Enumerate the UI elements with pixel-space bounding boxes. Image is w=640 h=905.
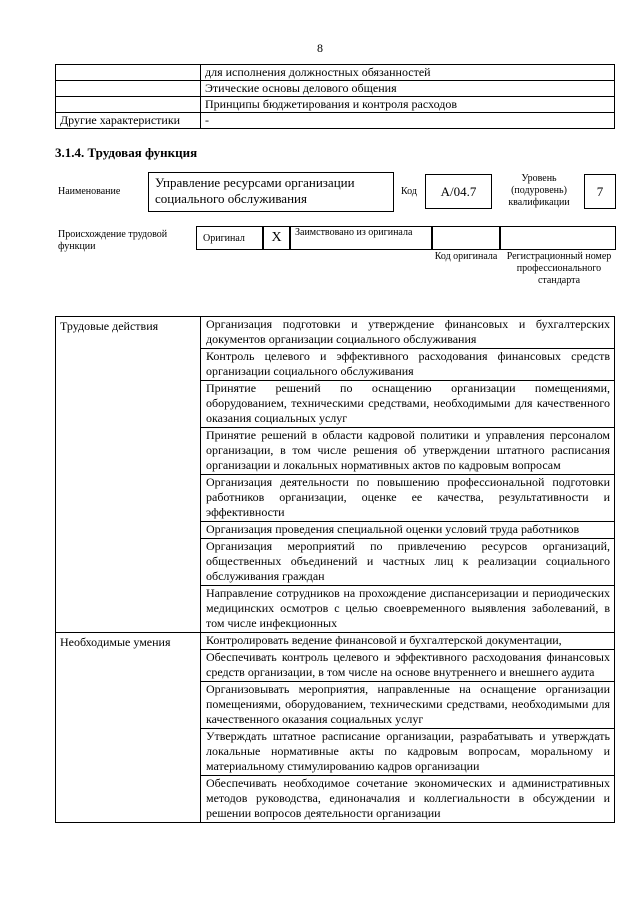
reg-number-cell [500, 226, 616, 250]
borrowed-cell [290, 226, 432, 250]
skill: Обеспечивать необходимое сочетание экономических и административных методов руководства, единоначалия и коллегиальности в обсуждении и решении вопросов деятельности организации [201, 776, 615, 823]
function-name-box: Управление ресурсами организации социального обслуживания [148, 172, 394, 212]
labor-action: Контроль целевого и эффективного расходования финансовых средств организации социального обслуживания [201, 349, 615, 381]
row-label [56, 65, 201, 81]
row-label [56, 97, 201, 113]
row-label [56, 81, 201, 97]
skill: Утверждать штатное расписание организации, разрабатывать и утверждать локальные нормативные акты по кадровым вопросам, моральному и материальному стимулированию кадров организации [201, 729, 615, 776]
labor-action: Принятие решений по оснащению организации помещениями, оборудованием, техническими средствами, необходимыми для качественного оказания социальных услуг [201, 381, 615, 428]
function-table [55, 316, 615, 823]
code-original-cell [432, 226, 500, 250]
function-code-box: A/04.7 [425, 174, 492, 209]
labor-action: Принятие решений в области кадровой политики и управления персоналом организации, в том числе решения об утверждении штатного расписания организации и локальных нормативных актов по кадровым вопросам [201, 428, 615, 475]
continuation-table [55, 64, 615, 129]
table-row [56, 633, 615, 650]
table-row [56, 81, 615, 97]
skill: Обеспечивать контроль целевого и эффективного расходования финансовых средств организации, в том числе на основе внутреннего и внешнего аудита [201, 650, 615, 682]
table-row [56, 113, 615, 129]
table-row [56, 317, 615, 349]
skills-label: Необходимые умения [56, 633, 201, 823]
level-box: 7 [584, 174, 616, 209]
table-row [56, 97, 615, 113]
row-value: Принципы бюджетирования и контроля расходов [201, 97, 615, 113]
row-label: Другие характеристики [56, 113, 201, 129]
labor-action: Организация мероприятий по привлечению ресурсов организаций, общественных объединений и частных лиц к реализации социального обслуживания граждан [201, 539, 615, 586]
original-mark: X [263, 226, 290, 250]
origin-label: Происхождение трудовой функции [58, 229, 168, 252]
labor-action: Организация проведения специальной оценки условий труда работников [201, 522, 615, 539]
borrowed-label: Заимствовано из оригинала [295, 227, 413, 238]
row-value: для исполнения должностных обязанностей [201, 65, 615, 81]
reg-number-label: Регистрационный номер профессионального стандарта [506, 251, 612, 286]
labor-actions-label: Трудовые действия [56, 317, 201, 633]
code-label: Код [401, 186, 417, 197]
labor-action: Организация подготовки и утверждение финансовых и бухгалтерских документов организации социального обслуживания [201, 317, 615, 349]
code-original-label: Код оригинала [434, 251, 498, 262]
origin-row [196, 226, 616, 250]
labor-action: Организация деятельности по повышению профессиональной подготовки работников организации, оценке ее качества, результативности и эффективности [201, 475, 615, 522]
table-row [56, 65, 615, 81]
original-label: Оригинал [203, 233, 245, 244]
skill: Организовывать мероприятия, направленные на оснащение организации помещениями, оборудованием, техническими средствами, необходимыми для качественного оказания социальных услуг [201, 682, 615, 729]
labor-action: Направление сотрудников на прохождение диспансеризации и периодических медицинских осмотров с целью своевременного выявления заболеваний, в том числе инфекционных [201, 586, 615, 633]
section-title: 3.1.4. Трудовая функция [55, 145, 198, 160]
row-value: Этические основы делового общения [201, 81, 615, 97]
page-number: 8 [317, 41, 323, 55]
row-value: - [201, 113, 615, 129]
skill: Контролировать ведение финансовой и бухгалтерской документации, [201, 633, 615, 650]
original-cell [196, 226, 263, 250]
name-label: Наименование [58, 186, 121, 197]
level-label: Уровень (подуровень) квалификации [508, 173, 570, 208]
